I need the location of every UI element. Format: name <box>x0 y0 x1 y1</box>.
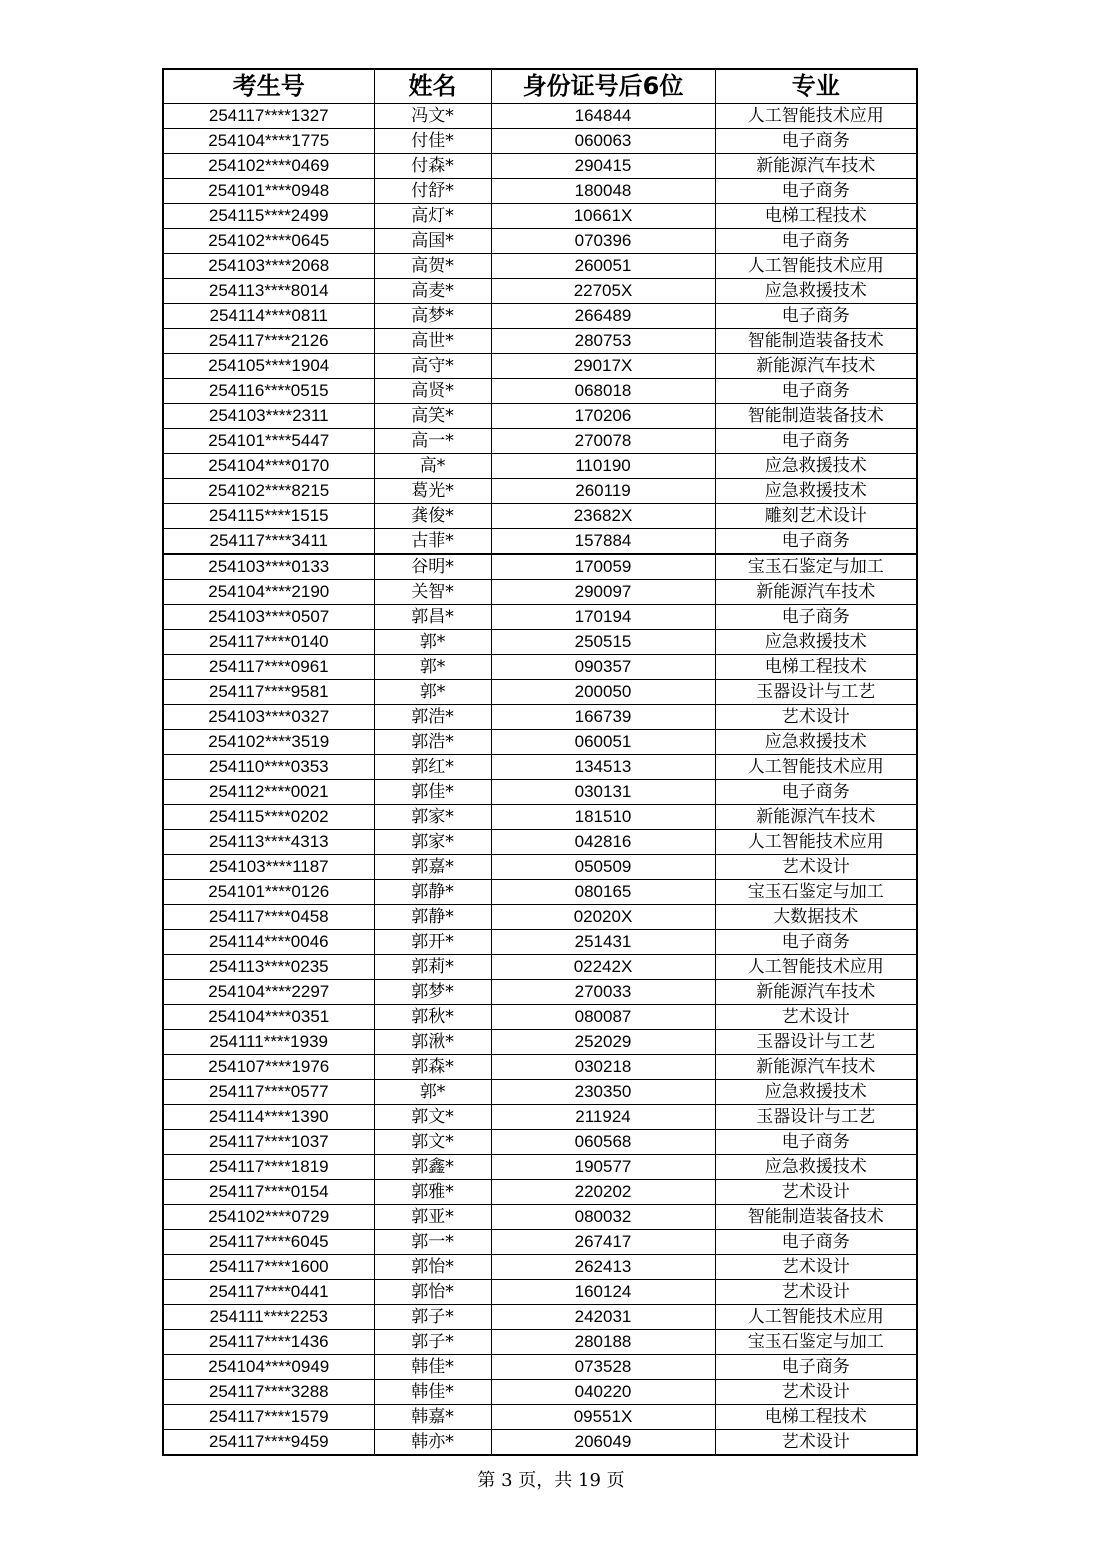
name-cell: 郭红* <box>374 755 491 780</box>
id-last6-cell: 180048 <box>491 179 715 204</box>
exam-number-cell: 254107****1976 <box>163 1055 374 1080</box>
name-cell: 郭湫* <box>374 1030 491 1055</box>
table-row <box>163 154 917 179</box>
id-last6-cell: 252029 <box>491 1030 715 1055</box>
name-cell: 高灯* <box>374 204 491 229</box>
table-row <box>163 1105 917 1130</box>
table-row <box>163 580 917 605</box>
name-cell: 高笑* <box>374 404 491 429</box>
major-cell: 新能源汽车技术 <box>715 354 917 379</box>
exam-number-cell: 254111****2253 <box>163 1305 374 1330</box>
name-cell: 谷明* <box>374 554 491 580</box>
id-last6-cell: 170206 <box>491 404 715 429</box>
table-row <box>163 104 917 129</box>
table-row <box>163 1205 917 1230</box>
exam-number-cell: 254117****6045 <box>163 1230 374 1255</box>
major-cell: 新能源汽车技术 <box>715 980 917 1005</box>
major-cell: 电子商务 <box>715 1355 917 1380</box>
id-last6-cell: 280188 <box>491 1330 715 1355</box>
admission-list-table <box>162 68 918 1456</box>
exam-number-cell: 254117****1327 <box>163 104 374 129</box>
table-row <box>163 179 917 204</box>
table-row <box>163 554 917 580</box>
exam-number-cell: 254104****0949 <box>163 1355 374 1380</box>
table-row <box>163 805 917 830</box>
id-last6-cell: 02020X <box>491 905 715 930</box>
major-cell: 艺术设计 <box>715 1280 917 1305</box>
exam-number-cell: 254101****0126 <box>163 880 374 905</box>
id-last6-cell: 090357 <box>491 655 715 680</box>
name-cell: 郭子* <box>374 1330 491 1355</box>
table-row <box>163 905 917 930</box>
exam-number-cell: 254115****2499 <box>163 204 374 229</box>
major-cell: 应急救援技术 <box>715 454 917 479</box>
table-row <box>163 1155 917 1180</box>
exam-number-cell: 254114****1390 <box>163 1105 374 1130</box>
name-cell: 关智* <box>374 580 491 605</box>
table-row <box>163 354 917 379</box>
exam-number-cell: 254117****1819 <box>163 1155 374 1180</box>
id-last6-cell: 060051 <box>491 730 715 755</box>
name-cell: 郭浩* <box>374 730 491 755</box>
major-cell: 智能制造装备技术 <box>715 404 917 429</box>
name-cell: 郭佳* <box>374 780 491 805</box>
name-cell: 郭* <box>374 680 491 705</box>
exam-number-cell: 254102****8215 <box>163 479 374 504</box>
id-last6-cell: 206049 <box>491 1430 715 1456</box>
table-row <box>163 705 917 730</box>
major-cell: 应急救援技术 <box>715 630 917 655</box>
exam-number-cell: 254113****4313 <box>163 830 374 855</box>
table-row <box>163 1330 917 1355</box>
exam-number-cell: 254103****1187 <box>163 855 374 880</box>
major-cell: 应急救援技术 <box>715 1080 917 1105</box>
id-last6-cell: 110190 <box>491 454 715 479</box>
exam-number-cell: 254115****0202 <box>163 805 374 830</box>
exam-number-cell: 254112****0021 <box>163 780 374 805</box>
major-cell: 艺术设计 <box>715 1180 917 1205</box>
major-cell: 电子商务 <box>715 529 917 555</box>
name-cell: 高一* <box>374 429 491 454</box>
id-last6-cell: 211924 <box>491 1105 715 1130</box>
name-cell: 韩嘉* <box>374 1405 491 1430</box>
major-cell: 艺术设计 <box>715 705 917 730</box>
table-row <box>163 279 917 304</box>
name-cell: 古菲* <box>374 529 491 555</box>
id-last6-cell: 134513 <box>491 755 715 780</box>
name-cell: 高守* <box>374 354 491 379</box>
major-cell: 应急救援技术 <box>715 1155 917 1180</box>
name-cell: 郭* <box>374 655 491 680</box>
name-cell: 高贤* <box>374 379 491 404</box>
id-last6-cell: 10661X <box>491 204 715 229</box>
exam-number-cell: 254105****1904 <box>163 354 374 379</box>
name-cell: 高世* <box>374 329 491 354</box>
exam-number-cell: 254103****2311 <box>163 404 374 429</box>
table-row <box>163 479 917 504</box>
major-cell: 新能源汽车技术 <box>715 805 917 830</box>
name-cell: 高* <box>374 454 491 479</box>
id-last6-cell: 267417 <box>491 1230 715 1255</box>
table-row <box>163 605 917 630</box>
name-cell: 郭莉* <box>374 955 491 980</box>
header-major: 专业 <box>715 69 917 104</box>
exam-number-cell: 254104****0170 <box>163 454 374 479</box>
id-last6-cell: 080087 <box>491 1005 715 1030</box>
id-last6-cell: 251431 <box>491 930 715 955</box>
table-header-row <box>163 69 917 104</box>
exam-number-cell: 254104****2190 <box>163 580 374 605</box>
id-last6-cell: 042816 <box>491 830 715 855</box>
name-cell: 付森* <box>374 154 491 179</box>
id-last6-cell: 23682X <box>491 504 715 529</box>
name-cell: 郭文* <box>374 1105 491 1130</box>
exam-number-cell: 254117****0154 <box>163 1180 374 1205</box>
major-cell: 新能源汽车技术 <box>715 1055 917 1080</box>
table-row <box>163 454 917 479</box>
name-cell: 高梦* <box>374 304 491 329</box>
exam-number-cell: 254104****1775 <box>163 129 374 154</box>
table-row <box>163 855 917 880</box>
exam-number-cell: 254103****2068 <box>163 254 374 279</box>
name-cell: 郭文* <box>374 1130 491 1155</box>
name-cell: 郭森* <box>374 1055 491 1080</box>
major-cell: 电子商务 <box>715 605 917 630</box>
table-row <box>163 1280 917 1305</box>
name-cell: 龚俊* <box>374 504 491 529</box>
name-cell: 郭静* <box>374 905 491 930</box>
major-cell: 电梯工程技术 <box>715 1405 917 1430</box>
exam-number-cell: 254117****1579 <box>163 1405 374 1430</box>
major-cell: 人工智能技术应用 <box>715 254 917 279</box>
name-cell: 高贺* <box>374 254 491 279</box>
table-row <box>163 930 917 955</box>
name-cell: 郭* <box>374 1080 491 1105</box>
name-cell: 冯文* <box>374 104 491 129</box>
name-cell: 付佳* <box>374 129 491 154</box>
id-last6-cell: 09551X <box>491 1405 715 1430</box>
exam-number-cell: 254114****0046 <box>163 930 374 955</box>
id-last6-cell: 030131 <box>491 780 715 805</box>
header-id-last6: 身份证号后6位 <box>491 69 715 104</box>
exam-number-cell: 254111****1939 <box>163 1030 374 1055</box>
exam-number-cell: 254117****0441 <box>163 1280 374 1305</box>
exam-number-cell: 254110****0353 <box>163 755 374 780</box>
name-cell: 高国* <box>374 229 491 254</box>
major-cell: 艺术设计 <box>715 1005 917 1030</box>
table-row <box>163 429 917 454</box>
exam-number-cell: 254117****1037 <box>163 1130 374 1155</box>
exam-number-cell: 254102****3519 <box>163 730 374 755</box>
id-last6-cell: 29017X <box>491 354 715 379</box>
exam-number-cell: 254103****0133 <box>163 554 374 580</box>
exam-number-cell: 254117****1600 <box>163 1255 374 1280</box>
id-last6-cell: 242031 <box>491 1305 715 1330</box>
name-cell: 郭浩* <box>374 705 491 730</box>
name-cell: 郭梦* <box>374 980 491 1005</box>
exam-number-cell: 254115****1515 <box>163 504 374 529</box>
id-last6-cell: 157884 <box>491 529 715 555</box>
name-cell: 付舒* <box>374 179 491 204</box>
major-cell: 宝玉石鉴定与加工 <box>715 554 917 580</box>
id-last6-cell: 02242X <box>491 955 715 980</box>
header-exam-number: 考生号 <box>163 69 374 104</box>
id-last6-cell: 190577 <box>491 1155 715 1180</box>
exam-number-cell: 254114****0811 <box>163 304 374 329</box>
id-last6-cell: 170194 <box>491 605 715 630</box>
id-last6-cell: 170059 <box>491 554 715 580</box>
major-cell: 电子商务 <box>715 1130 917 1155</box>
exam-number-cell: 254117****0140 <box>163 630 374 655</box>
exam-number-cell: 254117****3288 <box>163 1380 374 1405</box>
major-cell: 电梯工程技术 <box>715 204 917 229</box>
id-last6-cell: 290415 <box>491 154 715 179</box>
table-row <box>163 830 917 855</box>
major-cell: 智能制造装备技术 <box>715 329 917 354</box>
id-last6-cell: 050509 <box>491 855 715 880</box>
major-cell: 大数据技术 <box>715 905 917 930</box>
table-row <box>163 329 917 354</box>
exam-number-cell: 254117****3411 <box>163 529 374 555</box>
name-cell: 郭家* <box>374 805 491 830</box>
name-cell: 郭子* <box>374 1305 491 1330</box>
exam-number-cell: 254104****0351 <box>163 1005 374 1030</box>
exam-number-cell: 254117****2126 <box>163 329 374 354</box>
table-row <box>163 1355 917 1380</box>
name-cell: 韩佳* <box>374 1355 491 1380</box>
table-row <box>163 254 917 279</box>
id-last6-cell: 030218 <box>491 1055 715 1080</box>
major-cell: 电子商务 <box>715 1230 917 1255</box>
id-last6-cell: 080165 <box>491 880 715 905</box>
table-row <box>163 204 917 229</box>
major-cell: 宝玉石鉴定与加工 <box>715 880 917 905</box>
name-cell: 郭鑫* <box>374 1155 491 1180</box>
exam-number-cell: 254101****5447 <box>163 429 374 454</box>
major-cell: 人工智能技术应用 <box>715 955 917 980</box>
name-cell: 郭怡* <box>374 1280 491 1305</box>
table-row <box>163 304 917 329</box>
name-cell: 郭开* <box>374 930 491 955</box>
table-row <box>163 980 917 1005</box>
table-row <box>163 1230 917 1255</box>
id-last6-cell: 166739 <box>491 705 715 730</box>
exam-number-cell: 254104****2297 <box>163 980 374 1005</box>
name-cell: 韩佳* <box>374 1380 491 1405</box>
major-cell: 雕刻艺术设计 <box>715 504 917 529</box>
table-row <box>163 1180 917 1205</box>
table-row <box>163 880 917 905</box>
exam-number-cell: 254117****0458 <box>163 905 374 930</box>
exam-number-cell: 254103****0327 <box>163 705 374 730</box>
major-cell: 玉器设计与工艺 <box>715 680 917 705</box>
exam-number-cell: 254116****0515 <box>163 379 374 404</box>
exam-number-cell: 254102****0729 <box>163 1205 374 1230</box>
table-row <box>163 1305 917 1330</box>
id-last6-cell: 040220 <box>491 1380 715 1405</box>
major-cell: 玉器设计与工艺 <box>715 1105 917 1130</box>
exam-number-cell: 254117****9459 <box>163 1430 374 1456</box>
name-cell: 郭家* <box>374 830 491 855</box>
header-name: 姓名 <box>374 69 491 104</box>
id-last6-cell: 073528 <box>491 1355 715 1380</box>
major-cell: 智能制造装备技术 <box>715 1205 917 1230</box>
table-row <box>163 1380 917 1405</box>
id-last6-cell: 22705X <box>491 279 715 304</box>
id-last6-cell: 260051 <box>491 254 715 279</box>
table-row <box>163 1255 917 1280</box>
major-cell: 艺术设计 <box>715 1255 917 1280</box>
id-last6-cell: 080032 <box>491 1205 715 1230</box>
id-last6-cell: 266489 <box>491 304 715 329</box>
id-last6-cell: 250515 <box>491 630 715 655</box>
table-row <box>163 504 917 529</box>
major-cell: 电子商务 <box>715 379 917 404</box>
table-row <box>163 1030 917 1055</box>
id-last6-cell: 280753 <box>491 329 715 354</box>
name-cell: 郭昌* <box>374 605 491 630</box>
exam-number-cell: 254102****0645 <box>163 229 374 254</box>
table-row <box>163 1080 917 1105</box>
exam-number-cell: 254117****9581 <box>163 680 374 705</box>
exam-number-cell: 254103****0507 <box>163 605 374 630</box>
name-cell: 郭一* <box>374 1230 491 1255</box>
id-last6-cell: 181510 <box>491 805 715 830</box>
name-cell: 郭静* <box>374 880 491 905</box>
major-cell: 电子商务 <box>715 229 917 254</box>
major-cell: 应急救援技术 <box>715 279 917 304</box>
table-row <box>163 680 917 705</box>
name-cell: 郭亚* <box>374 1205 491 1230</box>
exam-number-cell: 254117****0961 <box>163 655 374 680</box>
id-last6-cell: 260119 <box>491 479 715 504</box>
table-row <box>163 379 917 404</box>
id-last6-cell: 164844 <box>491 104 715 129</box>
id-last6-cell: 220202 <box>491 1180 715 1205</box>
table-row <box>163 1055 917 1080</box>
major-cell: 人工智能技术应用 <box>715 104 917 129</box>
exam-number-cell: 254101****0948 <box>163 179 374 204</box>
major-cell: 电子商务 <box>715 930 917 955</box>
id-last6-cell: 270078 <box>491 429 715 454</box>
exam-number-cell: 254102****0469 <box>163 154 374 179</box>
name-cell: 韩亦* <box>374 1430 491 1456</box>
table-row <box>163 1430 917 1456</box>
exam-number-cell: 254113****0235 <box>163 955 374 980</box>
major-cell: 新能源汽车技术 <box>715 154 917 179</box>
table-row <box>163 755 917 780</box>
id-last6-cell: 068018 <box>491 379 715 404</box>
table-row <box>163 1130 917 1155</box>
major-cell: 电子商务 <box>715 429 917 454</box>
name-cell: 郭* <box>374 630 491 655</box>
name-cell: 郭嘉* <box>374 855 491 880</box>
table-body <box>163 104 917 1456</box>
major-cell: 艺术设计 <box>715 1380 917 1405</box>
table-row <box>163 630 917 655</box>
id-last6-cell: 070396 <box>491 229 715 254</box>
table-row <box>163 730 917 755</box>
name-cell: 郭秋* <box>374 1005 491 1030</box>
id-last6-cell: 230350 <box>491 1080 715 1105</box>
id-last6-cell: 200050 <box>491 680 715 705</box>
name-cell: 郭怡* <box>374 1255 491 1280</box>
id-last6-cell: 060568 <box>491 1130 715 1155</box>
table-row <box>163 129 917 154</box>
major-cell: 电子商务 <box>715 304 917 329</box>
major-cell: 艺术设计 <box>715 855 917 880</box>
id-last6-cell: 262413 <box>491 1255 715 1280</box>
table-row <box>163 955 917 980</box>
major-cell: 人工智能技术应用 <box>715 755 917 780</box>
id-last6-cell: 060063 <box>491 129 715 154</box>
exam-number-cell: 254117****1436 <box>163 1330 374 1355</box>
major-cell: 人工智能技术应用 <box>715 830 917 855</box>
id-last6-cell: 160124 <box>491 1280 715 1305</box>
exam-number-cell: 254113****8014 <box>163 279 374 304</box>
name-cell: 葛光* <box>374 479 491 504</box>
id-last6-cell: 290097 <box>491 580 715 605</box>
major-cell: 电子商务 <box>715 129 917 154</box>
table-row <box>163 655 917 680</box>
major-cell: 应急救援技术 <box>715 479 917 504</box>
name-cell: 高麦* <box>374 279 491 304</box>
table-row <box>163 229 917 254</box>
major-cell: 电子商务 <box>715 179 917 204</box>
table-row <box>163 780 917 805</box>
table-row <box>163 529 917 555</box>
major-cell: 玉器设计与工艺 <box>715 1030 917 1055</box>
major-cell: 艺术设计 <box>715 1430 917 1456</box>
major-cell: 应急救援技术 <box>715 730 917 755</box>
major-cell: 电梯工程技术 <box>715 655 917 680</box>
major-cell: 人工智能技术应用 <box>715 1305 917 1330</box>
major-cell: 宝玉石鉴定与加工 <box>715 1330 917 1355</box>
major-cell: 新能源汽车技术 <box>715 580 917 605</box>
major-cell: 电子商务 <box>715 780 917 805</box>
table-row <box>163 1005 917 1030</box>
exam-number-cell: 254117****0577 <box>163 1080 374 1105</box>
id-last6-cell: 270033 <box>491 980 715 1005</box>
table-row <box>163 1405 917 1430</box>
page-number: 第 3 页，共 19 页 <box>477 1470 625 1491</box>
table-row <box>163 404 917 429</box>
name-cell: 郭雅* <box>374 1180 491 1205</box>
